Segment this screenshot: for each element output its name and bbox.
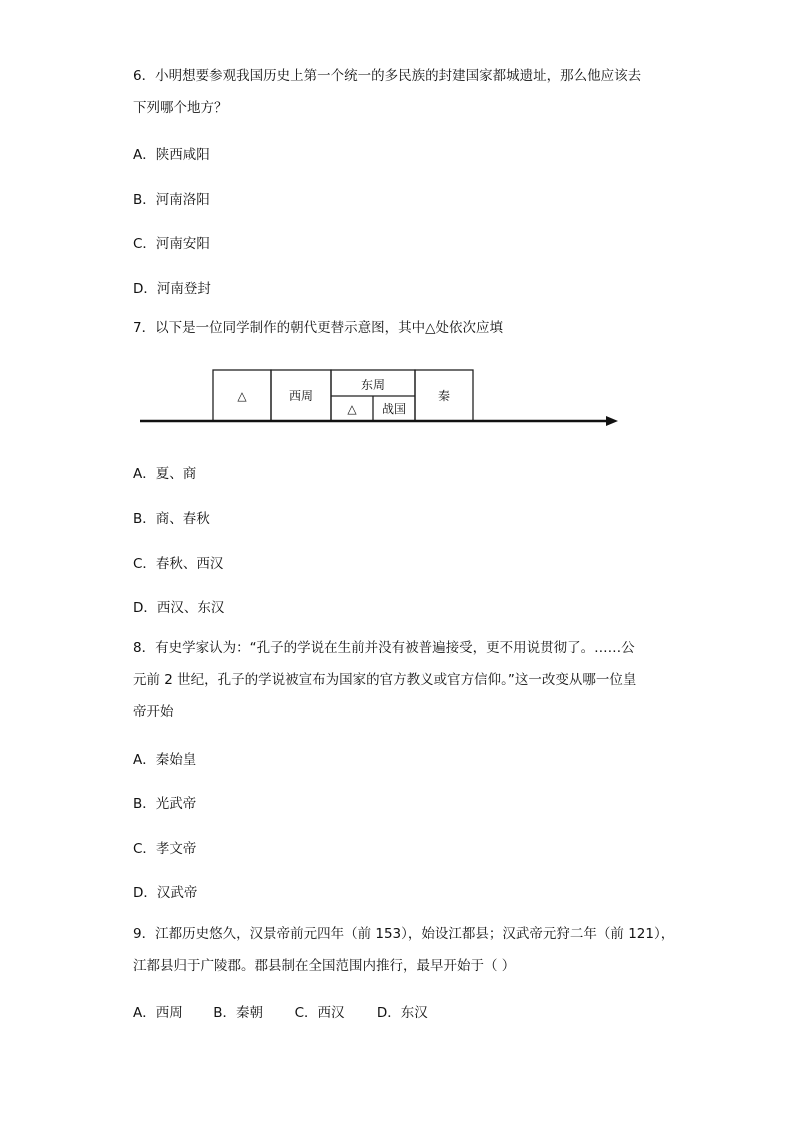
timeline-label-cell3-right: 战国 <box>381 402 407 416</box>
question-9-line-1: 9．江都历史悠久，汉景帝前元四年（前 153），始设江都县；汉武帝元狩二年（前 121）， <box>133 926 675 942</box>
timeline-arrowhead <box>606 416 618 426</box>
question-8-option-a: A．秦始皇 <box>133 752 197 768</box>
timeline-label-cell2: 西周 <box>288 389 314 403</box>
question-9-options <box>133 1001 428 1021</box>
question-9-option-b: B．秦朝 <box>213 1005 264 1021</box>
question-7-option-a: A．夏、商 <box>133 466 197 482</box>
question-6-line-1: 6．小明想要参观我国历史上第一个统一的多民族的封建国家都城遗址，那么他应该去 <box>133 68 642 84</box>
question-6-option-c: C．河南安阳 <box>133 236 210 252</box>
question-9-option-c: C．西汉 <box>294 1005 345 1021</box>
question-6-option-a: A．陕西咸阳 <box>133 147 210 163</box>
timeline-label-cell4: 秦 <box>437 389 451 403</box>
question-8-option-c: C．孝文帝 <box>133 841 197 857</box>
dynasty-timeline-diagram <box>140 368 620 428</box>
question-8-line-3: 帝开始 <box>133 704 174 720</box>
question-6-option-b: B．河南洛阳 <box>133 192 210 208</box>
question-9-line-2: 江都县归于广陵郡。郡县制在全国范围内推行，最早开始于（ ） <box>133 958 516 974</box>
question-9-option-a: A．西周 <box>133 1005 183 1021</box>
question-8-option-b: B．光武帝 <box>133 796 197 812</box>
question-8-option-d: D．汉武帝 <box>133 885 198 901</box>
timeline-label-cell3-top: 东周 <box>360 378 386 392</box>
question-9-option-d: D．东汉 <box>376 1005 428 1021</box>
question-6-option-d: D．河南登封 <box>133 281 211 297</box>
question-7-option-c: C．春秋、西汉 <box>133 556 224 572</box>
question-7-option-b: B．商、春秋 <box>133 511 210 527</box>
question-8-line-1: 8．有史学家认为：“孔子的学说在生前并没有被普遍接受，更不用说贯彻了。……公 <box>133 640 635 656</box>
timeline-label-cell3-left: △ <box>347 402 357 416</box>
question-6-line-2: 下列哪个地方？ <box>133 100 228 116</box>
question-7-option-d: D．西汉、东汉 <box>133 600 225 616</box>
timeline-label-cell1: △ <box>237 389 247 403</box>
question-8-line-2: 元前 2 世纪，孔子的学说被宣布为国家的官方教义或官方信仰。”这一改变从哪一位皇 <box>133 672 637 688</box>
question-7-stem: 7．以下是一位同学制作的朝代更替示意图，其中△处依次应填 <box>133 320 503 336</box>
